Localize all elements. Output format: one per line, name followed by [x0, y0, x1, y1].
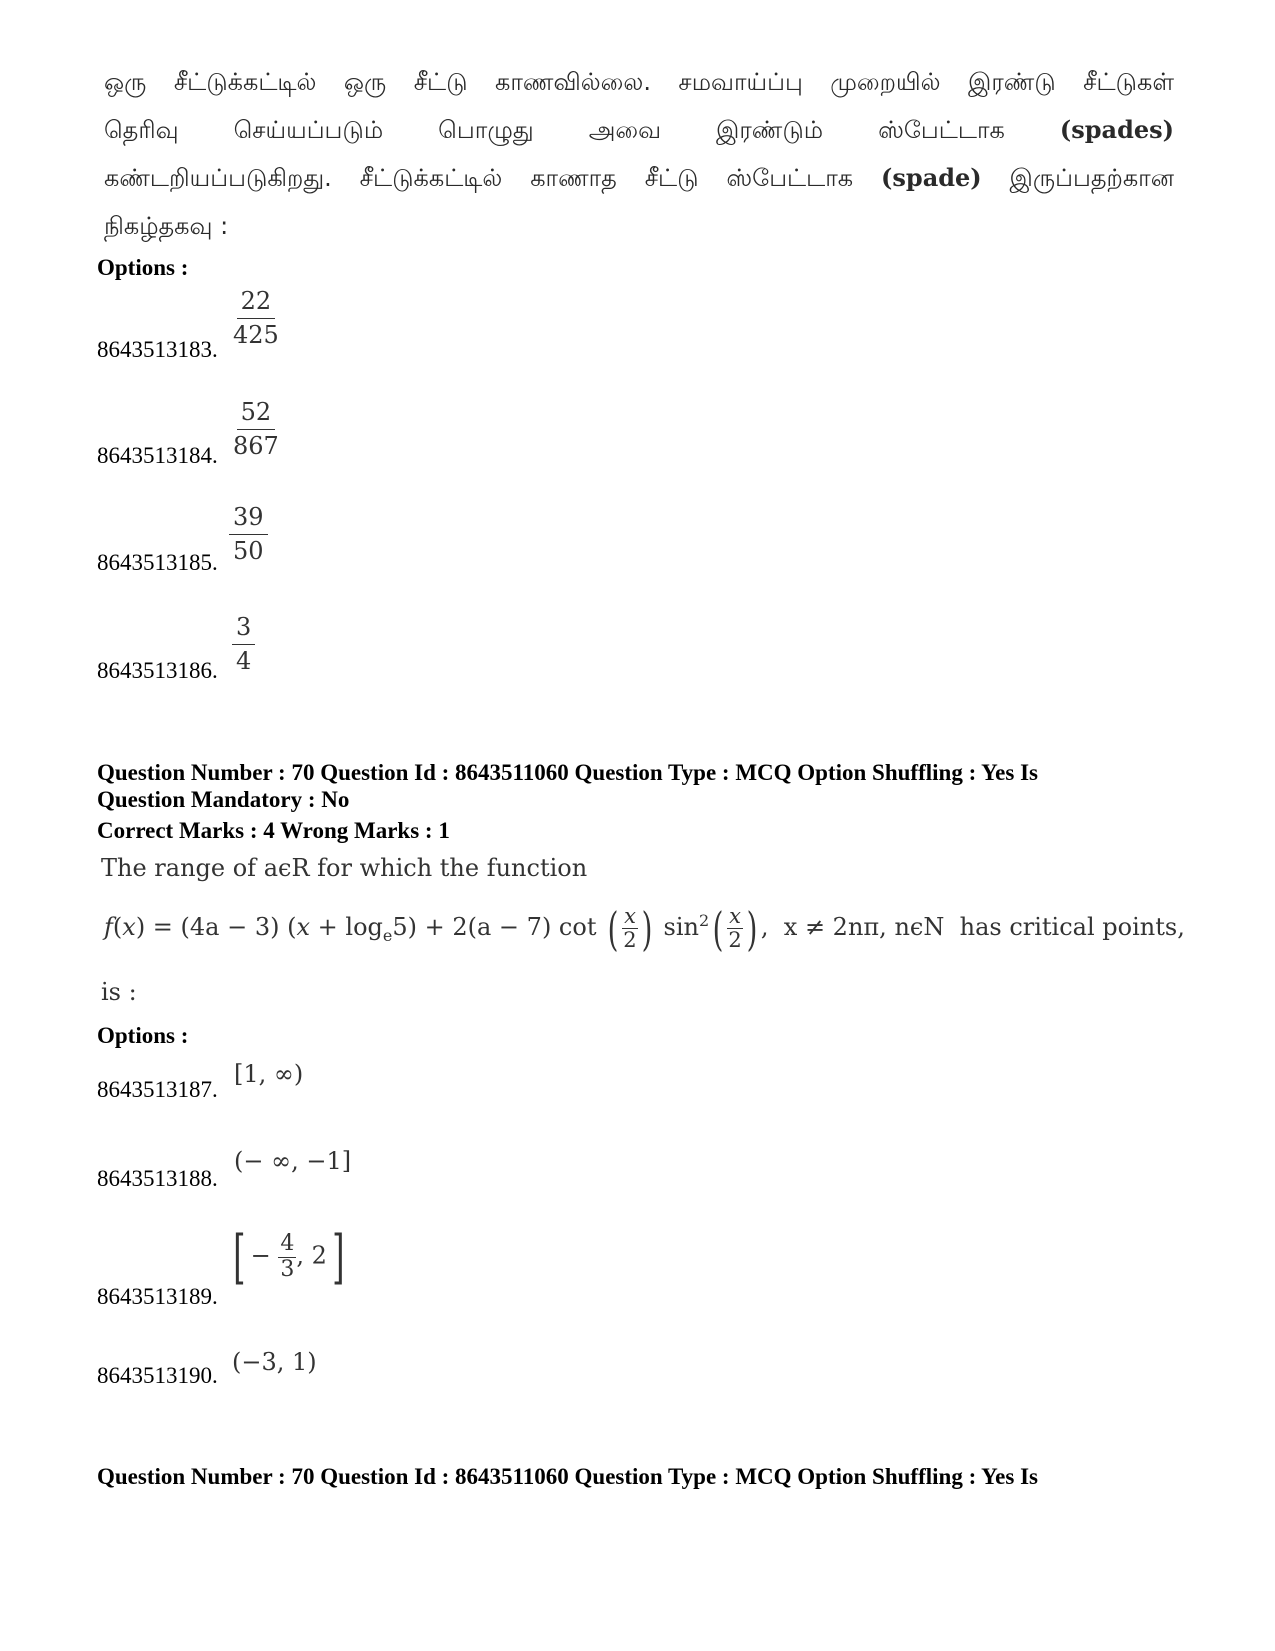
options-label-2: Options : — [97, 1023, 189, 1048]
option-id-5: 8643513187. — [97, 1077, 218, 1102]
option-id-8: 8643513190. — [97, 1363, 218, 1388]
option-fraction-2[interactable]: $\frac{52}{867}$ — [233, 398, 279, 460]
question-meta — [97, 759, 1197, 813]
option-id-7: 8643513189. — [97, 1284, 218, 1309]
question-formula: f(x) = (4a − 3) $(x + \log_e5) + 2(a - 7)$ cot ( $\frac{x}{2}$ ) $\sin^2$( $\frac{x}{2}$ ) , x ≠ 2nπ, nϵN has critical points, — [104, 901, 1185, 956]
option-answer-6[interactable]: (− ∞, −1] — [234, 1147, 352, 1175]
option-fraction-4[interactable]: $\frac{3}{4}$ — [232, 613, 255, 676]
question-marks: Correct Marks : 4 Wrong Marks : 1 — [97, 818, 450, 843]
question-text: The range of aϵR for which the function — [101, 854, 588, 882]
option-id-3: 8643513185. — [97, 550, 218, 575]
tamil-line-3: கண்டறியப்படுகிறது. சீட்டுக்கட்டில் காணாத சீட்டு ஸ்பேட்டாக (spade) இருப்பதற்கான — [104, 163, 1174, 192]
option-fraction-1[interactable]: $\frac{22}{425}$ — [233, 287, 279, 349]
question-meta-line-2: Question Mandatory : No — [97, 787, 350, 812]
option-id-2: 8643513184. — [97, 443, 218, 468]
tamil-line-4: நிகழ்தகவு : — [104, 212, 229, 240]
option-answer-8[interactable]: (−3, 1) — [232, 1348, 317, 1376]
option-id-6: 8643513188. — [97, 1166, 218, 1191]
option-id-4: 8643513186. — [97, 658, 218, 683]
tamil-line-2: தெரிவு செய்யப்படும் பொழுது அவை இரண்டும் ஸ்பேட்டாக (spades) — [104, 115, 1174, 144]
option-id-1: 8643513183. — [97, 337, 218, 362]
next-question-meta: Question Number : 70 Question Id : 8643511060 Question Type : MCQ Option Shuffling : Yes Is — [97, 1464, 1038, 1489]
option-answer-7[interactable]: [ − $\frac{4}{3}$ , 2] — [233, 1223, 345, 1291]
options-label: Options : — [97, 255, 189, 280]
option-answer-5[interactable]: [1, ∞) — [234, 1060, 304, 1088]
option-fraction-3[interactable]: $\frac{39}{50}$ — [229, 503, 268, 566]
question-meta-line-1: Question Number : 70 Question Id : 8643511060 Question Type : MCQ Option Shuffling : Yes Is — [97, 760, 1038, 785]
tamil-line-1: ஒரு சீட்டுக்கட்டில் ஒரு சீட்டு காணவில்லை. சமவாய்ப்பு முறையில் இரண்டு சீட்டுகள் — [104, 68, 1174, 96]
question-is-text: is : — [101, 978, 137, 1006]
tamil-question-text — [104, 58, 1174, 250]
